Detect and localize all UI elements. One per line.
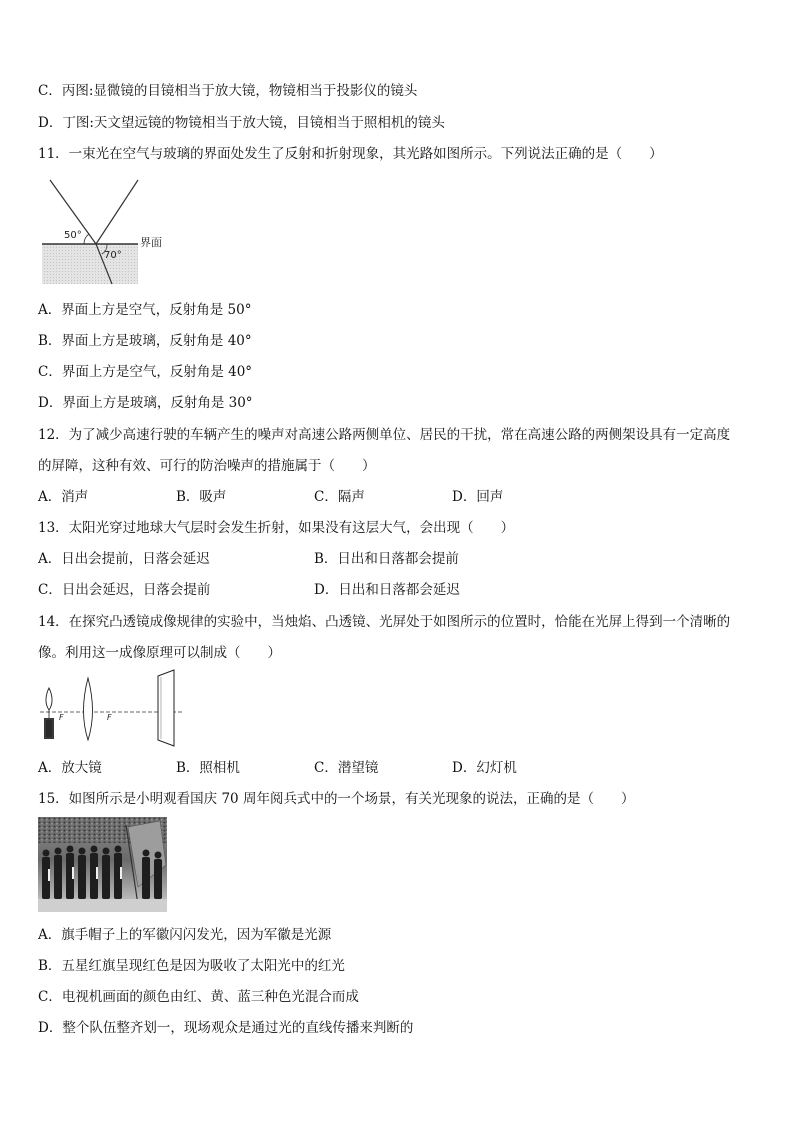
- q14-lens-diagram: [36, 668, 186, 748]
- q12-stem-line2: 的屏障，这种有效、可行的防治噪声的措施属于（ ）: [38, 458, 376, 474]
- q12-stem-line1: 12．为了减少高速行驶的车辆产生的噪声对高速公路两侧单位、居民的干扰，常在高速公路的两侧架设具有一定高度: [38, 427, 731, 443]
- focal-point-right: F: [107, 713, 112, 722]
- q11-option-b: B．界面上方是玻璃，反射角是 40°: [38, 333, 252, 349]
- q12-option-d: D．回声: [452, 489, 504, 505]
- light-screen: [158, 670, 174, 746]
- q14-stem-line1: 14．在探究凸透镜成像规律的实验中，当烛焰、凸透镜、光屏处于如图所示的位置时，恰能在光屏上得到一个清晰的: [38, 614, 731, 630]
- q14-option-c: C．潜望镜: [314, 760, 379, 776]
- q11-reflection-diagram: [40, 174, 180, 286]
- q14-option-d: D．幻灯机: [452, 760, 517, 776]
- q13-stem: 13．太阳光穿过地球大气层时会发生折射，如果没有这层大气，会出现（ ）: [38, 520, 515, 536]
- q13-option-a: A．日出会提前，日落会延迟: [38, 551, 210, 567]
- q14-option-a: A．放大镜: [38, 760, 102, 776]
- q11-option-c: C．界面上方是空气，反射角是 40°: [38, 364, 253, 380]
- reflected-ray: [96, 180, 138, 244]
- glass-region: [42, 244, 138, 284]
- q15-stem: 15．如图所示是小明观看国庆 70 周年阅兵式中的一个场景，有关光现象的说法，正确的是（ ）: [38, 791, 635, 807]
- q11-option-d: D．界面上方是玻璃，反射角是 30°: [38, 395, 253, 411]
- q11-stem: 11．一束光在空气与玻璃的界面处发生了反射和折射现象，其光路如图所示。下列说法正确的是（ ）: [38, 146, 663, 162]
- q13-option-d: D．日出和日落都会延迟: [314, 582, 460, 598]
- q13-option-b: B．日出和日落都会提前: [314, 551, 459, 567]
- q15-option-a: A．旗手帽子上的军徽闪闪发光，因为军徽是光源: [38, 927, 332, 943]
- prev-option-d: D．丁图:天文望远镜的物镜相当于放大镜，目镜相当于照相机的镜头: [38, 115, 445, 131]
- q15-option-b: B．五星红旗呈现红色是因为吸收了太阳光中的红光: [38, 958, 345, 974]
- angle-label-left: 50°: [64, 230, 82, 241]
- q15-option-c: C．电视机画面的颜色由红、黄、蓝三种色光混合而成: [38, 989, 359, 1005]
- q12-option-a: A．消声: [38, 489, 89, 505]
- q14-stem-line2: 像。利用这一成像原理可以制成（ ）: [38, 645, 281, 661]
- q15-option-d: D．整个队伍整齐划一，现场观众是通过光的直线传播来判断的: [38, 1020, 414, 1036]
- interface-label: 界面: [140, 236, 162, 249]
- q12-option-c: C．隔声: [314, 489, 365, 505]
- convex-lens: [84, 678, 93, 740]
- focal-point-left: F: [59, 713, 64, 722]
- q11-option-a: A．界面上方是空气，反射角是 50°: [38, 302, 252, 318]
- q15-parade-photo: [38, 817, 167, 912]
- q14-option-b: B．照相机: [176, 760, 240, 776]
- prev-option-c: C．丙图:显微镜的目镜相当于放大镜，物镜相当于投影仪的镜头: [38, 83, 418, 99]
- q13-option-c: C．日出会延迟，日落会提前: [38, 582, 211, 598]
- angle-label-right: 70°: [104, 250, 122, 261]
- q12-option-b: B．吸声: [176, 489, 227, 505]
- candle-icon: [44, 688, 54, 739]
